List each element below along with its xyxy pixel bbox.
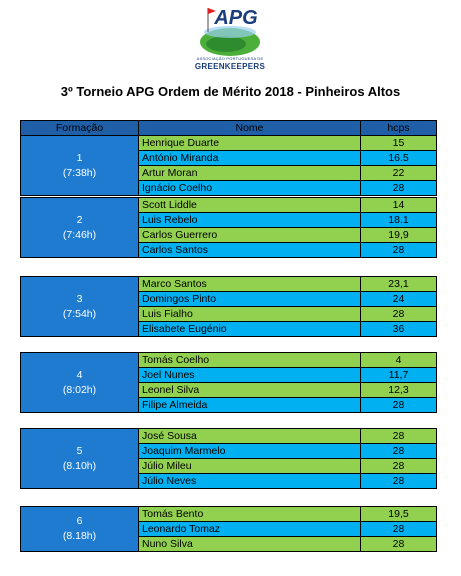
player-hcp: 12,3	[361, 383, 437, 398]
groups-table	[20, 120, 437, 196]
player-row	[21, 507, 437, 522]
player-hcp: 28	[361, 307, 437, 322]
player-hcp: 19,9	[361, 228, 437, 243]
group-time: (7:54h)	[62, 307, 97, 320]
group-time: (7:46h)	[62, 228, 97, 241]
group-number: 5	[76, 444, 83, 457]
player-hcp: 15	[361, 136, 437, 151]
player-name: Elisabete Eugénio	[139, 322, 361, 337]
group-time: (8.18h)	[62, 530, 97, 542]
player-row	[21, 198, 437, 213]
player-hcp: 19,5	[361, 507, 437, 522]
player-hcp: 23,1	[361, 277, 437, 292]
player-name: Domingos Pinto	[139, 292, 361, 307]
player-name: Scott Liddle	[139, 198, 361, 213]
group-table	[20, 276, 437, 337]
player-hcp: 28	[361, 429, 437, 444]
group-cell	[21, 277, 139, 337]
player-name: Tomás Bento	[139, 507, 361, 522]
player-name: Ignácio Coelho	[139, 181, 361, 196]
player-name: Luis Fialho	[139, 307, 361, 322]
group-table	[20, 352, 437, 413]
header-name: Nome	[139, 121, 361, 136]
player-hcp: 16.5	[361, 151, 437, 166]
logo-subtitle: ASSOCIAÇÃO PORTUGUESA DE	[196, 56, 264, 61]
player-name: Nuno Silva	[139, 537, 361, 552]
group-cell	[21, 429, 139, 489]
player-hcp: 18.1	[361, 213, 437, 228]
player-row	[21, 353, 437, 368]
player-hcp: 36	[361, 322, 437, 337]
group-time: (8:02h)	[62, 383, 97, 396]
player-row	[21, 136, 437, 151]
group-number: 6	[76, 515, 83, 527]
group-number: 1	[76, 151, 83, 164]
player-name: Júlio Neves	[139, 474, 361, 489]
group-table	[20, 197, 437, 258]
player-name: Leonel Silva	[139, 383, 361, 398]
player-row	[21, 429, 437, 444]
group-cell	[21, 353, 139, 413]
player-hcp: 28	[361, 398, 437, 413]
player-hcp: 11,7	[361, 368, 437, 383]
player-hcp: 22	[361, 166, 437, 181]
group-cell	[21, 136, 139, 196]
header-formation: Formação	[21, 121, 139, 136]
group-number: 2	[76, 213, 83, 226]
player-name: Henrique Duarte	[139, 136, 361, 151]
player-hcp: 28	[361, 474, 437, 489]
player-name: Tomás Coelho	[139, 353, 361, 368]
player-name: Luis Rebelo	[139, 213, 361, 228]
page-title: 3º Torneio APG Ordem de Mérito 2018 - Pinheiros Altos	[60, 84, 401, 99]
player-name: Artur Moran	[139, 166, 361, 181]
player-hcp: 24	[361, 292, 437, 307]
player-name: Júlio Mileu	[139, 459, 361, 474]
player-row	[21, 277, 437, 292]
group-number: 3	[76, 292, 83, 305]
group-number: 4	[76, 368, 83, 381]
player-hcp: 28	[361, 459, 437, 474]
player-name: Filipe Almeida	[139, 398, 361, 413]
logo-dark-green	[206, 36, 246, 52]
player-name: Joaquim Marmelo	[139, 444, 361, 459]
player-hcp: 28	[361, 243, 437, 258]
player-hcp: 28	[361, 537, 437, 552]
player-name: António Miranda	[139, 151, 361, 166]
player-name: Joel Nunes	[139, 368, 361, 383]
player-hcp: 28	[361, 522, 437, 537]
player-name: Marco Santos	[139, 277, 361, 292]
group-table	[20, 428, 437, 489]
player-name: Carlos Guerrero	[139, 228, 361, 243]
player-hcp: 4	[361, 353, 437, 368]
logo-name: GREENKEEPERS	[194, 62, 266, 71]
group-cell	[21, 507, 139, 552]
player-hcp: 28	[361, 181, 437, 196]
player-hcp: 14	[361, 198, 437, 213]
group-time: (7:38h)	[62, 166, 97, 179]
player-hcp: 28	[361, 444, 437, 459]
player-name: Carlos Santos	[139, 243, 361, 258]
header-hcps: hcps	[361, 121, 437, 136]
group-table	[20, 506, 437, 552]
logo-text: APG	[214, 7, 258, 29]
player-name: José Sousa	[139, 429, 361, 444]
header-row	[21, 121, 437, 136]
group-time: (8.10h)	[62, 459, 97, 472]
group-cell	[21, 198, 139, 258]
player-name: Leonardo Tomaz	[139, 522, 361, 537]
